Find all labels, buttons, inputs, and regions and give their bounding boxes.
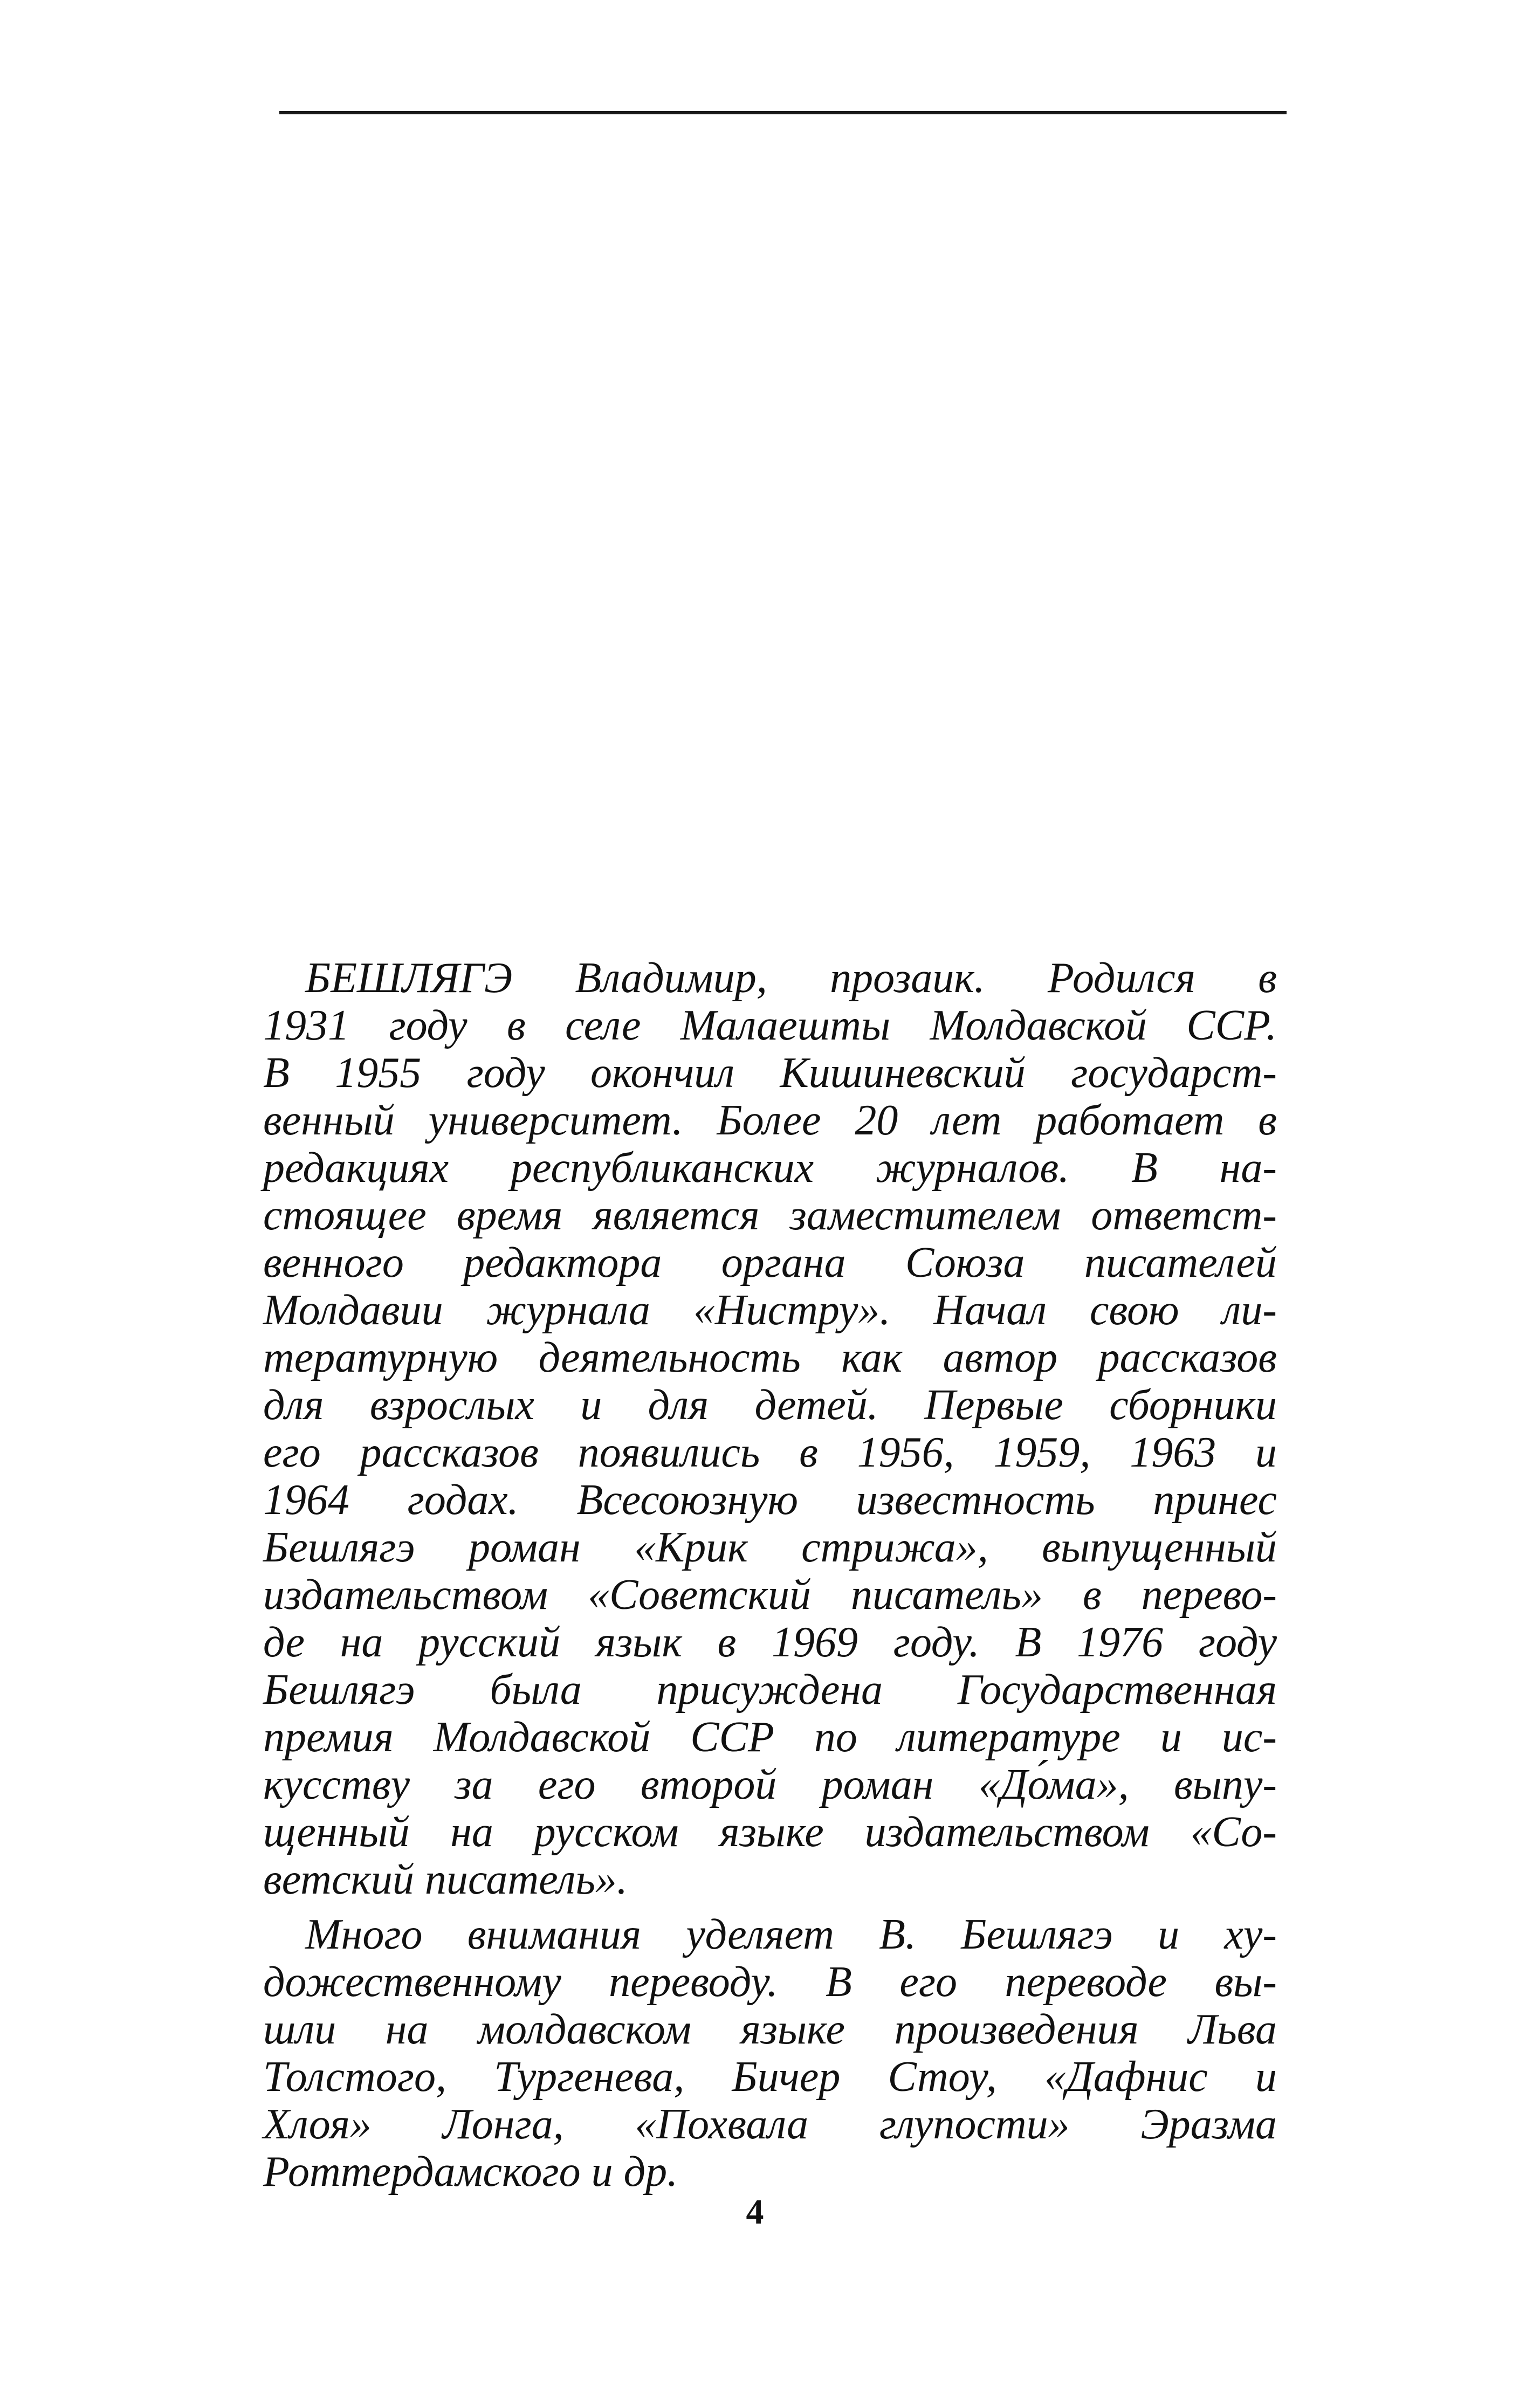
text-line: дожественному переводу. В его переводе вы- bbox=[263, 1958, 1277, 2006]
text-line: Бешлягэ роман «Крик стрижа», выпущенный bbox=[263, 1524, 1277, 1571]
text-line: его рассказов появились в 1956, 1959, 1963 и bbox=[263, 1429, 1277, 1476]
text-line: Бешлягэ была присуждена Государственная bbox=[263, 1666, 1277, 1714]
text-line: Роттердамского и др. bbox=[263, 2148, 678, 2196]
text-line: венный университет. Более 20 лет работает в bbox=[263, 1097, 1277, 1144]
text-line: щенный на русском языке издательством «Со- bbox=[263, 1808, 1277, 1856]
text-line: для взрослых и для детей. Первые сборники bbox=[263, 1381, 1277, 1429]
text-line: кусству за его второй роман «До́ма», выпу- bbox=[263, 1761, 1277, 1808]
text-line: 1931 году в селе Малаешты Молдавской ССР. bbox=[263, 1002, 1277, 1049]
text-line: де на русский язык в 1969 году. В 1976 году bbox=[263, 1619, 1277, 1666]
text-line: тературную деятельность как автор рассказов bbox=[263, 1334, 1277, 1381]
top-rule bbox=[279, 111, 1287, 114]
text-line: шли на молдавском языке произведения Льва bbox=[263, 2006, 1277, 2053]
paragraph-1 bbox=[263, 954, 1277, 1903]
text-line: Хлоя» Лонга, «Похвала глупости» Эразма bbox=[263, 2101, 1277, 2148]
text-line: В 1955 году окончил Кишиневский государст- bbox=[263, 1049, 1277, 1097]
biography-text bbox=[263, 954, 1277, 2196]
text-line: венного редактора органа Союза писателей bbox=[263, 1239, 1277, 1286]
text-line: издательством «Советский писатель» в перево- bbox=[263, 1571, 1277, 1619]
text-line: Толстого, Тургенева, Бичер Стоу, «Дафнис и bbox=[263, 2053, 1277, 2101]
text-line: Молдавии журнала «Нистру». Начал свою ли- bbox=[263, 1286, 1277, 1334]
text-line: редакциях республиканских журналов. В на- bbox=[263, 1144, 1277, 1192]
paragraph-2 bbox=[263, 1911, 1277, 2196]
text-line: премия Молдавской ССР по литературе и ис- bbox=[263, 1714, 1277, 1761]
text-line: Много внимания уделяет В. Бешлягэ и ху- bbox=[305, 1911, 1277, 1958]
text-line: ветский писатель». bbox=[263, 1856, 628, 1903]
text-line: стоящее время является заместителем ответст- bbox=[263, 1192, 1277, 1239]
page-number: 4 bbox=[746, 2192, 764, 2232]
text-line: БЕШЛЯГЭ Владимир, прозаик. Родился в bbox=[305, 954, 1277, 1002]
text-line: 1964 годах. Всесоюзную известность принес bbox=[263, 1476, 1277, 1524]
